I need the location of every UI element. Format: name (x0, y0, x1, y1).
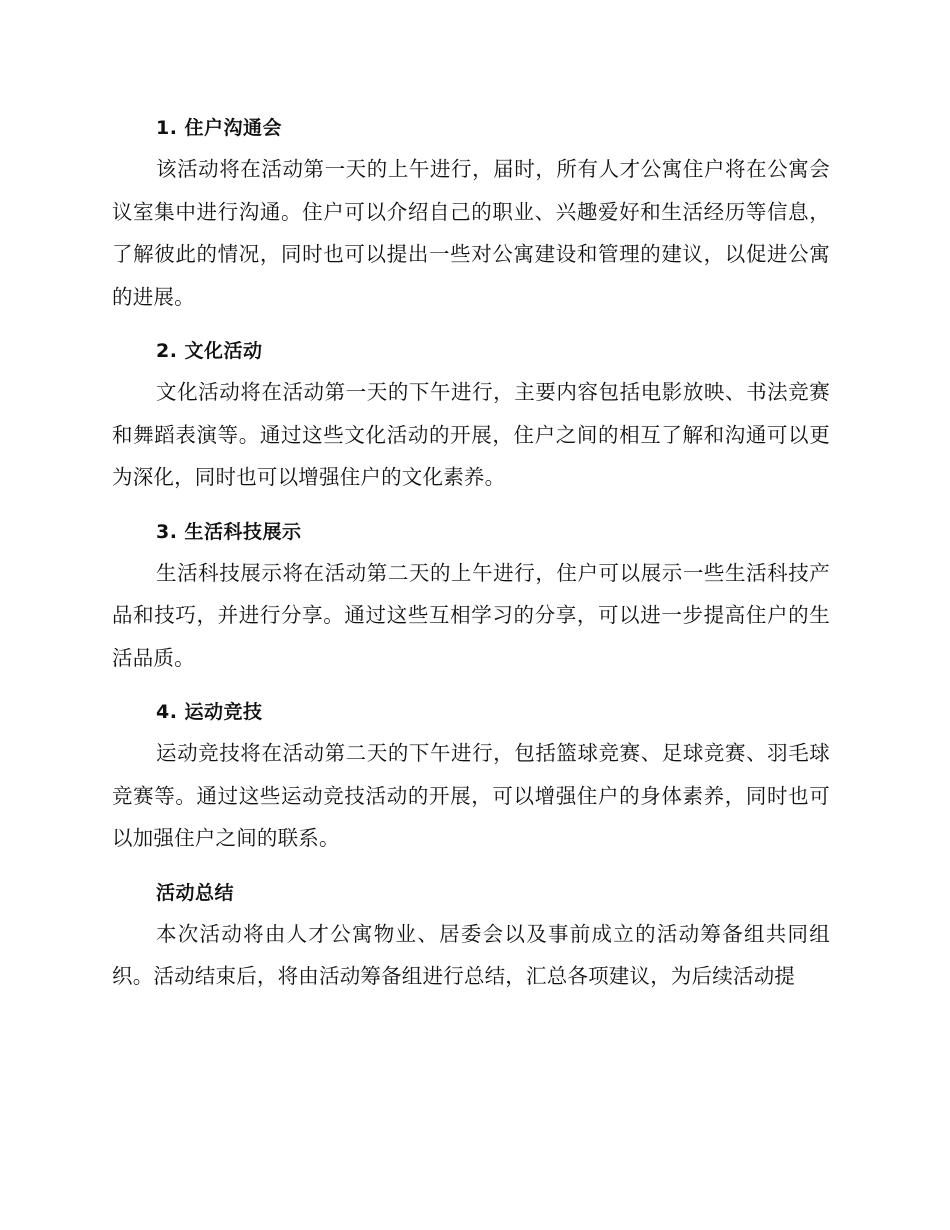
section-paragraph: 本次活动将由人才公寓物业、居委会以及事前成立的活动筹备组共同组织。活动结束后，将由活动筹备组进行总结，汇总各项建议，为后续活动提 (112, 921, 830, 988)
section-paragraph: 运动竞技将在活动第二天的下午进行，包括篮球竞赛、足球竞赛、羽毛球竞赛等。通过这些运动竞技活动的开展，可以增强住户的身体素养，同时也可以加强住户之间的联系。 (112, 741, 830, 850)
section-cultural-activities (112, 331, 830, 499)
section-heading: 2. 文化活动 (156, 340, 263, 362)
section-heading: 3. 生活科技展示 (156, 520, 302, 543)
section-paragraph: 文化活动将在活动第一天的下午进行，主要内容包括电影放映、书法竞赛和舞蹈表演等。通过这些文化活动的开展，住户之间的相互了解和沟通可以更为深化，同时也可以增强住户的文化素养。 (112, 380, 830, 489)
section-tenant-meeting (112, 108, 830, 318)
section-tech-showcase (112, 512, 830, 680)
section-sports (112, 692, 830, 860)
section-heading: 1. 住户沟通会 (156, 117, 283, 139)
section-heading: 4. 运动竞技 (156, 701, 263, 723)
section-summary (112, 873, 830, 998)
section-heading: 活动总结 (156, 881, 235, 904)
section-paragraph: 生活科技展示将在活动第二天的上午进行，住户可以展示一些生活科技产品和技巧，并进行分享。通过这些互相学习的分享，可以进一步提高住户的生活品质。 (112, 560, 830, 670)
document-body (112, 108, 830, 998)
section-paragraph: 该活动将在活动第一天的上午进行，届时，所有人才公寓住户将在公寓会议室集中进行沟通。住户可以介绍自己的职业、兴趣爱好和生活经历等信息，了解彼此的情况，同时也可以提出一些对公寓建设和管理的建议，以促进公寓的进展。 (112, 157, 830, 309)
